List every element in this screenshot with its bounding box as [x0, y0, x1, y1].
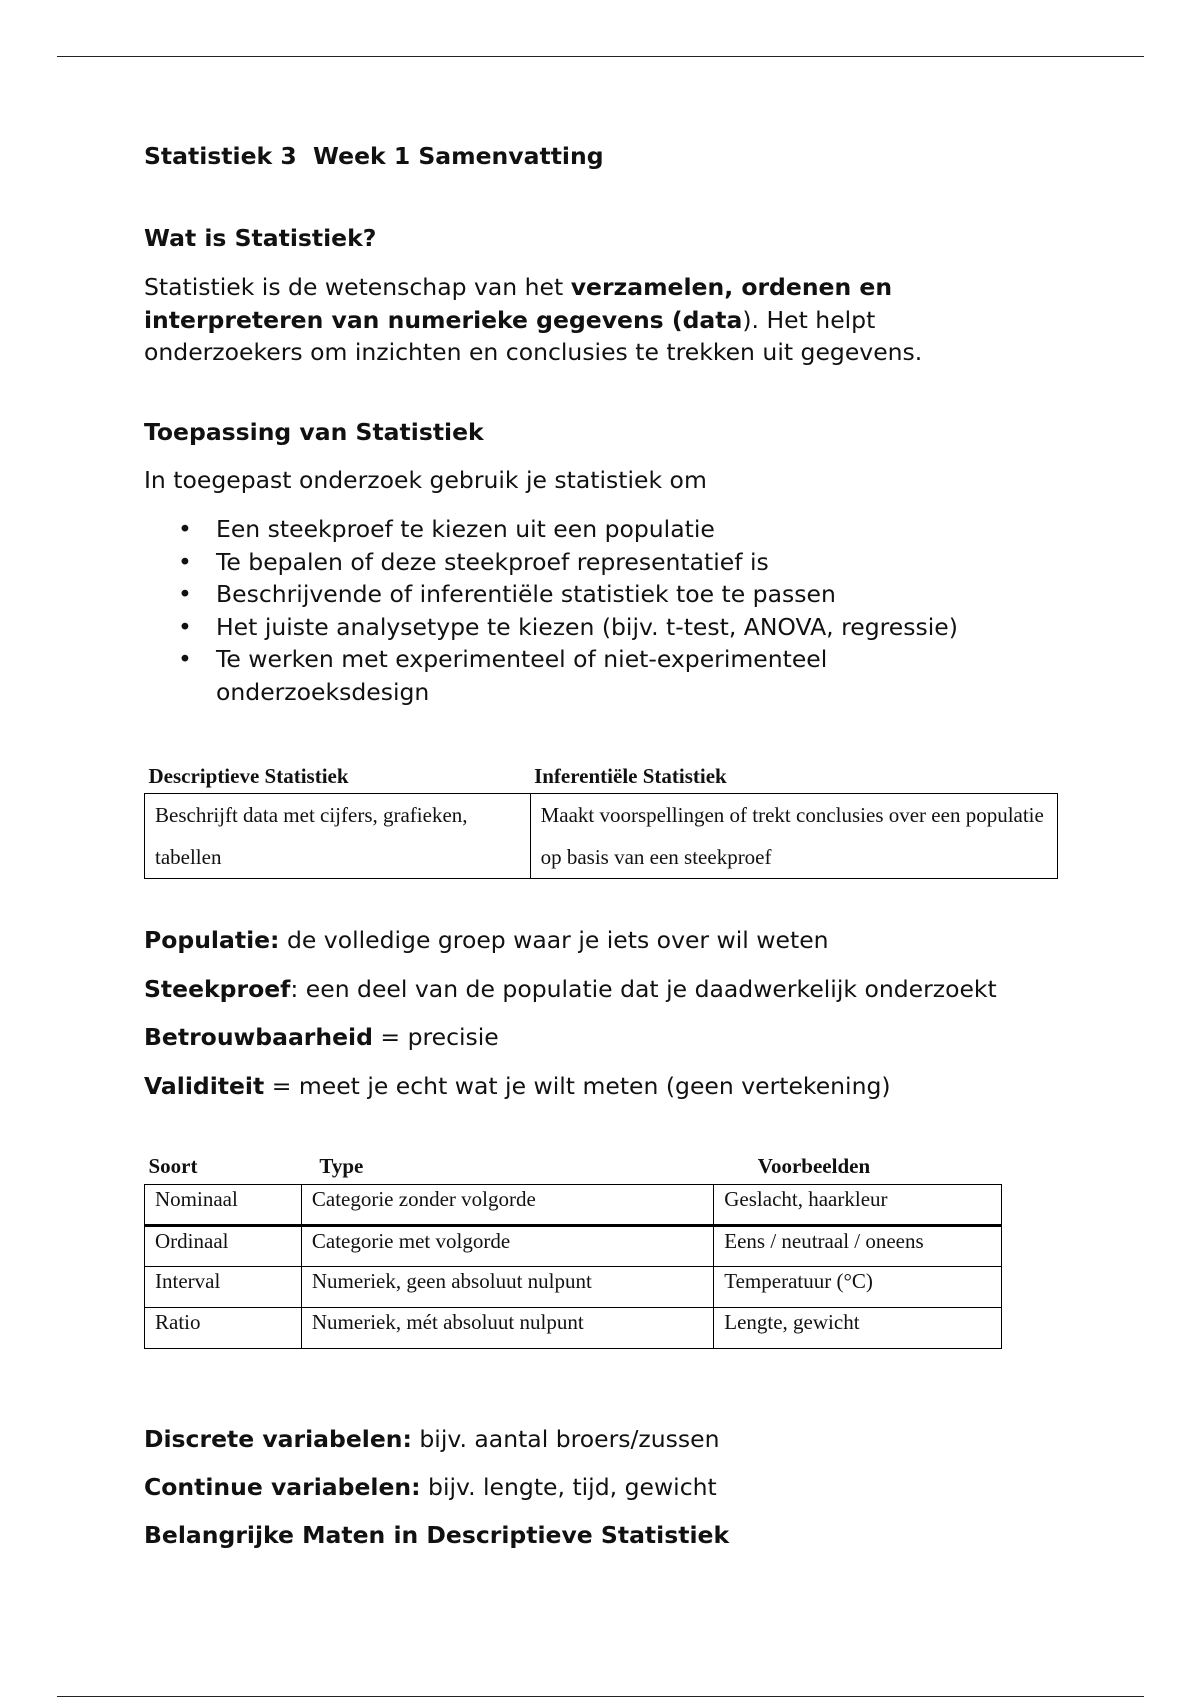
table-cell: Categorie zonder volgorde	[301, 1185, 713, 1226]
definition-betrouwbaarheid	[144, 1023, 499, 1051]
list-item-text: Beschrijvende of inferentiële statistiek toe te passen	[216, 580, 836, 608]
definition-steekproef	[144, 975, 997, 1003]
paragraph-text: ). Het helpt onderzoekers om inzichten en conclusies te trekken uit gegevens.	[144, 305, 923, 366]
definition-term: Continue variabelen:	[144, 1473, 421, 1501]
paragraph-text: Statistiek is de wetenschap van het	[144, 273, 571, 301]
definition-validiteit	[144, 1072, 891, 1100]
toepassing-intro: In toegepast onderzoek gebruik je statistiek om	[144, 466, 707, 494]
table-cell: Maakt voorspellingen of trekt conclusies over een populatie op basis van een steekproef	[530, 794, 1057, 879]
list-item	[144, 611, 1004, 644]
definition-term: Betrouwbaarheid	[144, 1023, 373, 1051]
bullet-icon: •	[178, 515, 192, 543]
definition-text: = precisie	[372, 1023, 499, 1051]
table-row	[145, 1308, 1002, 1349]
bullet-icon: •	[178, 580, 192, 608]
table-header-cell: Descriptieve Statistiek	[148, 764, 349, 788]
table-cell: Numeriek, mét absoluut nulpunt	[301, 1308, 713, 1349]
definition-populatie	[144, 926, 829, 954]
paragraph-bold-text: verzamelen, ordenen en interpreteren van numerieke gegevens (data	[144, 273, 893, 334]
definition-discrete-variabelen	[144, 1425, 720, 1453]
table-row	[145, 1226, 1002, 1267]
table-cell: Beschrijft data met cijfers, grafieken, tabellen	[145, 794, 531, 879]
toepassing-bullet-list	[144, 513, 1004, 708]
table-header-row	[145, 1154, 1002, 1185]
table-header-cell: Inferentiële Statistiek	[534, 764, 727, 788]
table-cell: Eens / neutraal / oneens	[714, 1226, 1002, 1267]
meetniveaus-table	[144, 1154, 1002, 1349]
list-item-text: Te bepalen of deze steekproef representatief is	[216, 547, 769, 576]
list-item	[144, 513, 1004, 546]
definition-term: Validiteit	[144, 1072, 265, 1100]
table-cell: Nominaal	[145, 1185, 302, 1226]
page-title: Statistiek 3 Week 1 Samenvatting	[144, 142, 604, 170]
footer-rule	[57, 1696, 1144, 1697]
header-rule	[57, 56, 1144, 57]
table-cell: Lengte, gewicht	[714, 1308, 1002, 1349]
definition-text: : een deel van de populatie dat je daadwerkelijk onderzoekt	[290, 975, 997, 1003]
definition-term: Populatie:	[144, 926, 280, 954]
table-cell: Interval	[145, 1267, 302, 1308]
list-item-text: Een steekproef te kiezen uit een populatie	[216, 515, 715, 543]
table-row	[145, 1267, 1002, 1308]
table-cell: Numeriek, geen absoluut nulpunt	[301, 1267, 713, 1308]
section-heading-belangrijke-maten: Belangrijke Maten in Descriptieve Statistiek	[144, 1521, 730, 1549]
table-cell: Ratio	[145, 1308, 302, 1349]
list-item	[144, 546, 1004, 579]
table-cell: Categorie met volgorde	[301, 1226, 713, 1267]
definition-text: = meet je echt wat je wilt meten (geen vertekening)	[264, 1072, 891, 1100]
table-header-cell: Soort	[148, 1154, 198, 1178]
table-cell: Ordinaal	[145, 1226, 302, 1267]
list-item-text: Te werken met experimenteel of niet-experimenteel onderzoeksdesign	[216, 645, 828, 706]
definition-term: Discrete variabelen:	[144, 1425, 412, 1453]
bullet-icon: •	[178, 612, 192, 641]
definition-continue-variabelen	[144, 1473, 717, 1501]
table-row	[145, 794, 1058, 879]
section-heading-wat-is-statistiek: Wat is Statistiek?	[144, 224, 377, 252]
statistiek-comparison-table	[144, 764, 1058, 879]
table-cell: Temperatuur (°C)	[714, 1267, 1002, 1308]
table-header-cell: Voorbeelden	[757, 1154, 871, 1178]
table-header-row	[145, 764, 1058, 794]
list-item-text: Het juiste analysetype te kiezen (bijv. t-test, ANOVA, regressie)	[216, 612, 958, 641]
table-cell: Geslacht, haarkleur	[714, 1185, 1002, 1226]
table-row	[145, 1185, 1002, 1226]
definition-text: de volledige groep waar je iets over wil weten	[279, 926, 829, 954]
list-item	[144, 578, 1004, 611]
definition-text: bijv. aantal broers/zussen	[411, 1425, 720, 1453]
table-header-cell: Type	[319, 1154, 364, 1178]
section-heading-toepassing: Toepassing van Statistiek	[144, 418, 484, 446]
bullet-icon: •	[178, 547, 192, 576]
definition-text: bijv. lengte, tijd, gewicht	[420, 1473, 717, 1501]
bullet-icon: •	[178, 645, 192, 673]
definition-paragraph	[144, 271, 1004, 369]
definition-term: Steekproef	[144, 975, 291, 1003]
list-item	[144, 643, 1004, 708]
